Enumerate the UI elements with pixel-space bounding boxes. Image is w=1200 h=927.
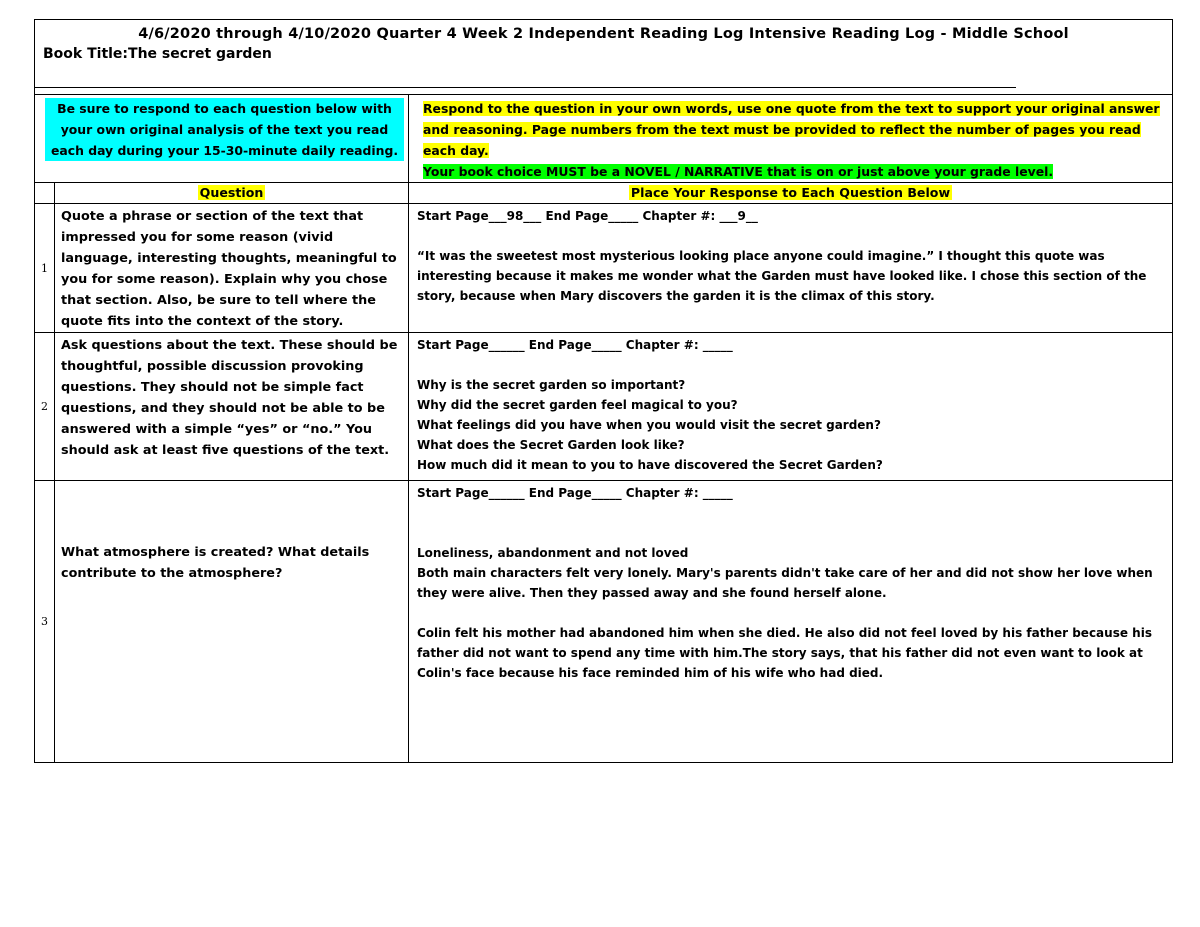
- instructions-left-cell: [35, 95, 409, 183]
- instructions-right-cell: [409, 95, 1173, 183]
- question-text: Quote a phrase or section of the text that impressed you for some reason (vivid language, interesting thoughts, meaningful to you for some reason). Explain why you chose that section. Also, be sure to tell where the quote fits into the context of the story.: [55, 204, 409, 333]
- response-question: What feelings did you have when you would visit the secret garden?: [417, 418, 881, 432]
- response-paragraph: Both main characters felt very lonely. Mary's parents didn't take care of her and did not show her love when they were alive. Then they passed away and she found herself alone.: [417, 566, 1153, 600]
- instructions-right-text: Respond to the question in your own words, use one quote from the text to support your original answer and reasoning. Page numbers from the text must be provided to reflect the number of pages you read each day.: [423, 101, 1160, 158]
- book-title-value: The secret garden: [128, 46, 272, 62]
- column-header-row: [35, 183, 1173, 204]
- question-text: What atmosphere is created? What details contribute to the atmosphere?: [55, 481, 409, 763]
- table-row: [35, 204, 1173, 333]
- book-title-line: [43, 46, 1164, 62]
- response-text: “It was the sweetest most mysterious looking place anyone could imagine.” I thought this quote was interesting because it makes me wonder what the Garden must have looked like. I chose this section of the story, because when Mary discovers the garden it is the climax of this story.: [417, 249, 1147, 303]
- response-column-header: Place Your Response to Each Question Below: [409, 183, 1173, 204]
- response-question: What does the Secret Garden look like?: [417, 438, 685, 452]
- question-text: Ask questions about the text. These should be thoughtful, possible discussion provoking questions. They should not be simple fact questions, and they should not be able to be answered with a simple “yes” or “no.” You should ask at least five questions of the text.: [55, 333, 409, 481]
- header-row: [35, 20, 1173, 95]
- instructions-left-text: Be sure to respond to each question below with your own original analysis of the text you read each day during your 15-30-minute daily reading.: [45, 98, 404, 161]
- number-column-header: [35, 183, 55, 204]
- row-number: 2: [35, 333, 55, 481]
- page-info-line: Start Page___98___ End Page_____ Chapter #: ___9__: [417, 209, 758, 223]
- instructions-row: [35, 95, 1173, 183]
- page-info-line: Start Page______ End Page_____ Chapter #: _____: [417, 338, 733, 352]
- row-number: 3: [35, 481, 55, 763]
- response-question: Why is the secret garden so important?: [417, 378, 686, 392]
- response-paragraph: Colin felt his mother had abandoned him when she died. He also did not feel loved by his father because his father did not want to spend any time with him.The story says, that his father did not even want to look at Colin's face because his face reminded him of his wife who had died.: [417, 626, 1152, 680]
- row-number: 1: [35, 204, 55, 333]
- response-heading: Loneliness, abandonment and not loved: [417, 546, 689, 560]
- page-title: 4/6/2020 through 4/10/2020 Quarter 4 Week 2 Independent Reading Log Intensive Reading Log - Middle School: [138, 26, 1069, 42]
- table-row: [35, 333, 1173, 481]
- table-row: [35, 481, 1173, 763]
- response-cell: [409, 481, 1173, 763]
- response-question: How much did it mean to you to have discovered the Secret Garden?: [417, 458, 883, 472]
- question-column-header: Question: [55, 183, 409, 204]
- instructions-novel-requirement: Your book choice MUST be a NOVEL / NARRATIVE that is on or just above your grade level.: [423, 164, 1054, 179]
- reading-log-table: [34, 19, 1173, 763]
- header-underline: [34, 87, 1016, 88]
- header-cell: [35, 20, 1173, 95]
- response-question: Why did the secret garden feel magical to you?: [417, 398, 738, 412]
- response-cell: [409, 333, 1173, 481]
- page-info-line: Start Page______ End Page_____ Chapter #: _____: [417, 486, 733, 500]
- response-cell: [409, 204, 1173, 333]
- book-title-label: Book Title:: [43, 46, 129, 62]
- reading-log-document: [34, 19, 1172, 763]
